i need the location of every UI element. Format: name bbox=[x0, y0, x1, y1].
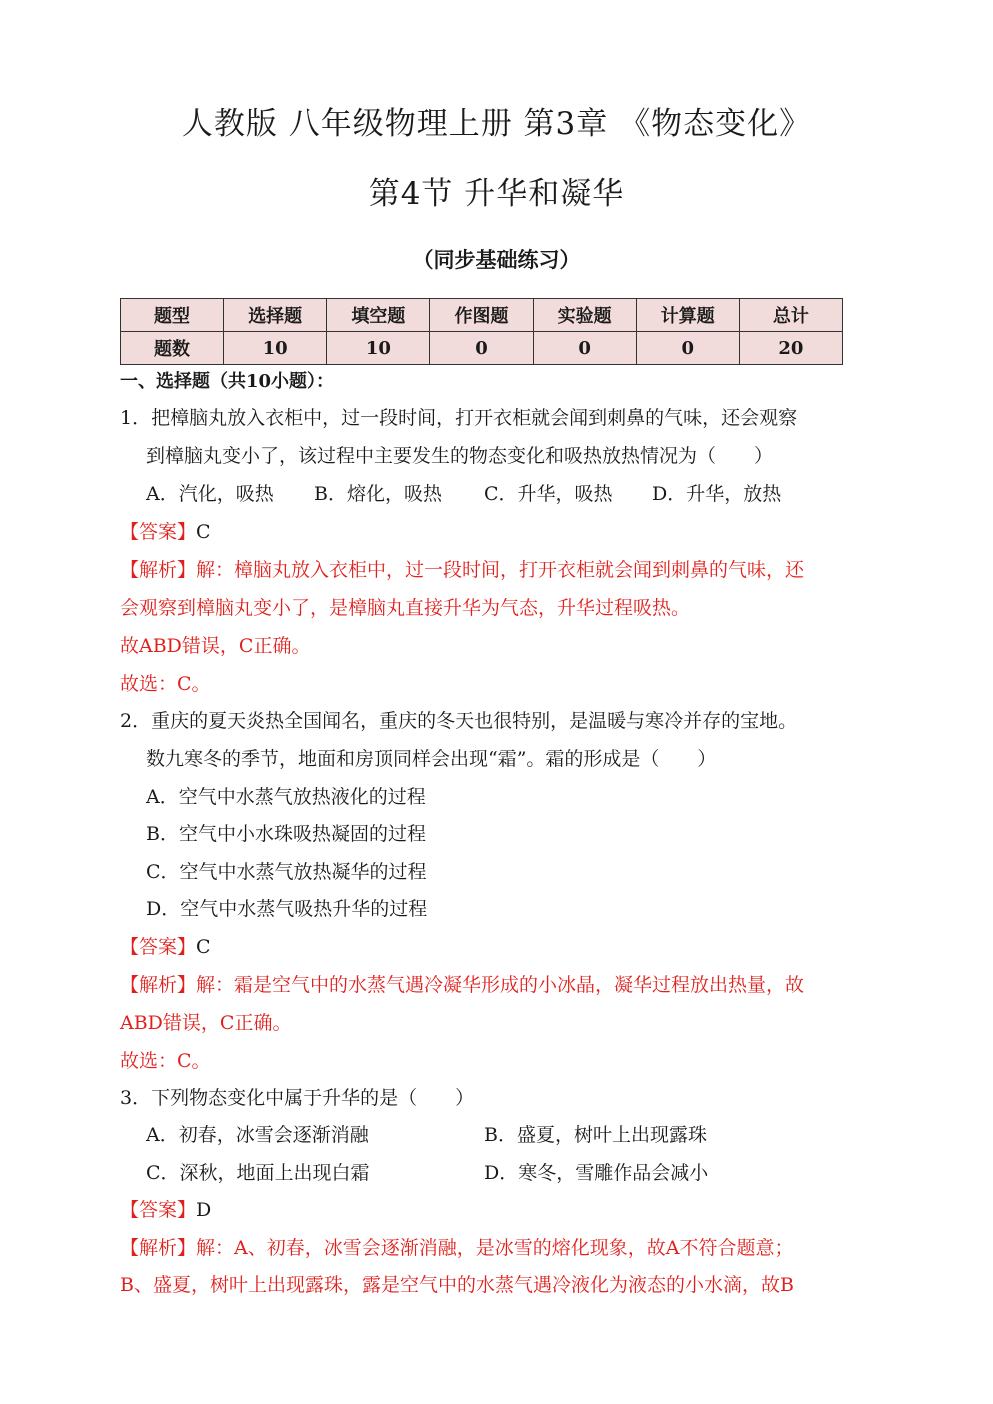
summary-count-row bbox=[121, 332, 843, 365]
q1-option-c: C．升华，吸热 bbox=[484, 483, 613, 505]
answer-tag: 【答案】 bbox=[120, 1199, 197, 1221]
q2-stem-line1: 2．重庆的夏天炎热全国闻名，重庆的冬天也很特别，是温暖与寒冷并存的宝地。 bbox=[120, 710, 798, 732]
answer-value: D bbox=[196, 1199, 212, 1221]
q3-stem: 3．下列物态变化中属于升华的是（ ） bbox=[120, 1087, 475, 1109]
summary-count-cell: 0 bbox=[430, 332, 533, 365]
analysis-text: 解：樟脑丸放入衣柜中，过一段时间，打开衣柜就会闻到刺鼻的气味，还 bbox=[196, 559, 805, 581]
q2-option-b: B．空气中小水珠吸热凝固的过程 bbox=[146, 823, 426, 845]
answer-value: C bbox=[196, 521, 211, 543]
q1-stem-line1: 1．把樟脑丸放入衣柜中，过一段时间，打开衣柜就会闻到刺鼻的气味，还会观察 bbox=[120, 407, 798, 429]
summary-count-cell: 0 bbox=[636, 332, 739, 365]
q3-option-d: D．寒冬，雪雕作品会减小 bbox=[484, 1162, 709, 1184]
q1-option-a: A．汽化，吸热 bbox=[146, 483, 274, 505]
q3-options-row2 bbox=[146, 1159, 708, 1187]
summary-header-cell: 填空题 bbox=[327, 299, 430, 332]
summary-header-cell: 题型 bbox=[121, 299, 224, 332]
summary-header-cell: 选择题 bbox=[224, 299, 327, 332]
q1-option-b: B．熔化，吸热 bbox=[314, 483, 442, 505]
answer-tag: 【答案】 bbox=[120, 521, 197, 543]
q2-answer bbox=[120, 933, 211, 961]
q3-option-a: A．初春，冰雪会逐渐消融 bbox=[146, 1124, 369, 1146]
q1-analysis-line3: 故ABD错误，C正确。 bbox=[120, 635, 311, 657]
q2-option-a: A．空气中水蒸气放热液化的过程 bbox=[146, 786, 426, 808]
q1-answer bbox=[120, 518, 211, 546]
q1-conclusion: 故选：C。 bbox=[120, 673, 211, 695]
section-title: 第4节 升华和凝华 bbox=[368, 176, 625, 212]
summary-count-cell: 10 bbox=[327, 332, 430, 365]
q3-option-c: C．深秋，地面上出现白霜 bbox=[146, 1162, 370, 1184]
summary-count-cell: 0 bbox=[533, 332, 636, 365]
summary-header-cell: 作图题 bbox=[430, 299, 533, 332]
q2-stem-line2: 数九寒冬的季节，地面和房顶同样会出现“霜”。霜的形成是（ ） bbox=[146, 748, 717, 770]
q2-analysis-line1 bbox=[120, 971, 804, 999]
analysis-text: 解：A、初春，冰雪会逐渐消融，是冰雪的熔化现象，故A不符合题意； bbox=[196, 1237, 794, 1259]
q1-option-d: D．升华，放热 bbox=[652, 483, 782, 505]
summary-count-cell: 20 bbox=[739, 332, 842, 365]
summary-header-cell: 实验题 bbox=[533, 299, 636, 332]
q1-stem-line2: 到樟脑丸变小了，该过程中主要发生的物态变化和吸热放热情况为（ ） bbox=[146, 445, 774, 467]
q3-answer bbox=[120, 1196, 211, 1224]
document-title: 人教版 八年级物理上册 第3章 《物态变化》 bbox=[181, 106, 812, 142]
question-summary-table bbox=[120, 298, 843, 365]
q2-analysis-line2: ABD错误，C正确。 bbox=[120, 1012, 292, 1034]
q1-analysis-line1 bbox=[120, 556, 804, 584]
document-subtitle: （同步基础练习） bbox=[412, 247, 581, 272]
summary-header-cell: 计算题 bbox=[636, 299, 739, 332]
q3-option-b: B．盛夏，树叶上出现露珠 bbox=[484, 1124, 707, 1146]
q3-analysis-line2: B、盛夏，树叶上出现露珠，露是空气中的水蒸气遇冷液化为液态的小水滴，故B bbox=[120, 1274, 794, 1296]
summary-header-cell: 总计 bbox=[739, 299, 842, 332]
q2-option-c: C．空气中水蒸气放热凝华的过程 bbox=[146, 861, 427, 883]
summary-header-row bbox=[121, 299, 843, 332]
analysis-text: 解：霜是空气中的水蒸气遇冷凝华形成的小冰晶，凝华过程放出热量，故 bbox=[196, 974, 805, 996]
q1-options bbox=[146, 480, 781, 508]
analysis-tag: 【解析】 bbox=[120, 1237, 197, 1259]
analysis-tag: 【解析】 bbox=[120, 559, 197, 581]
answer-tag: 【答案】 bbox=[120, 936, 197, 958]
q1-analysis-line2: 会观察到樟脑丸变小了，是樟脑丸直接升华为气态，升华过程吸热。 bbox=[120, 597, 691, 619]
summary-count-cell: 题数 bbox=[121, 332, 224, 365]
section-heading: 一、选择题（共10小题）： bbox=[120, 371, 335, 392]
analysis-tag: 【解析】 bbox=[120, 974, 197, 996]
answer-value: C bbox=[196, 936, 211, 958]
q3-options-row1 bbox=[146, 1121, 707, 1149]
q3-analysis-line1 bbox=[120, 1234, 793, 1262]
q2-option-d: D．空气中水蒸气吸热升华的过程 bbox=[146, 898, 428, 920]
summary-count-cell: 10 bbox=[224, 332, 327, 365]
q2-conclusion: 故选：C。 bbox=[120, 1050, 211, 1072]
